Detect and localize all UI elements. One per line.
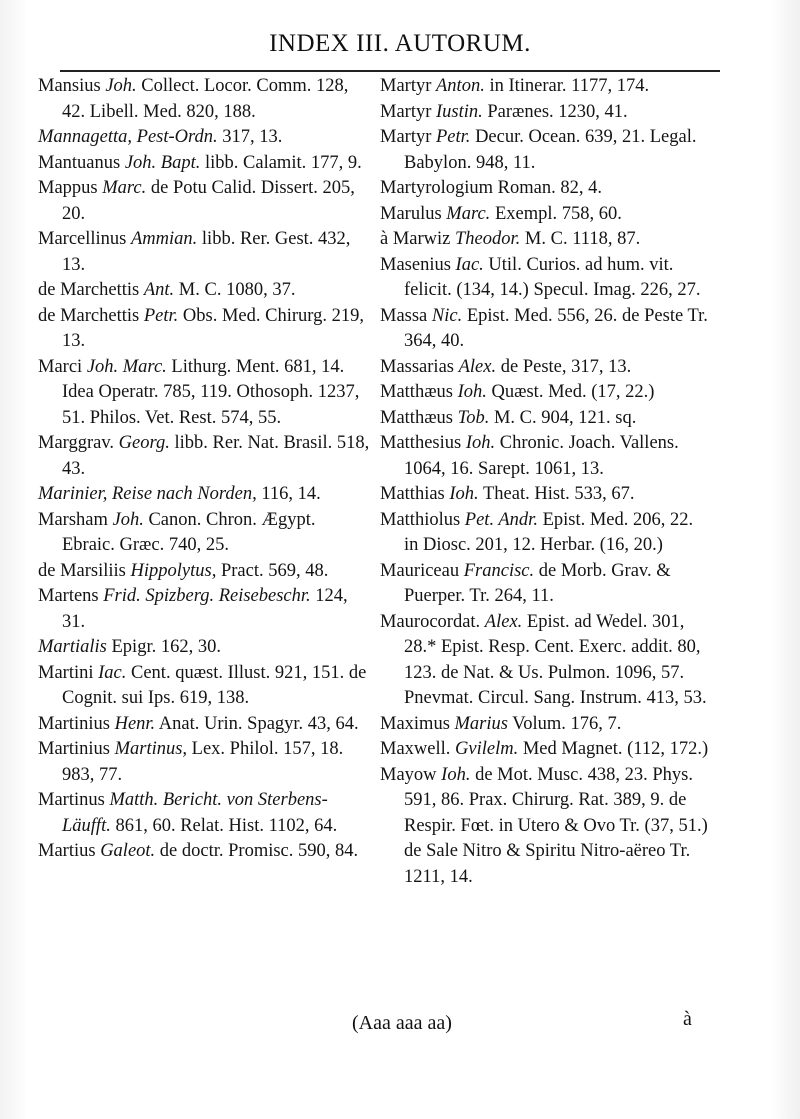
entry-references: Anat. Urin. Spagyr. 43, 64. — [158, 713, 359, 734]
author-forename: Gvilelm. — [455, 739, 519, 759]
author-forename: Marc. — [102, 178, 147, 198]
index-entry — [380, 253, 710, 304]
index-entry — [38, 788, 370, 839]
entry-references: Obs. Med. Chirurg. 219, 13. — [62, 305, 364, 351]
signature-mark: (Aaa aaa aa) — [352, 1012, 452, 1034]
index-entry — [38, 176, 370, 227]
index-entry — [380, 176, 710, 202]
index-entry — [380, 482, 710, 508]
author-name: Maurocordat. — [380, 611, 481, 632]
index-entry — [380, 202, 710, 228]
index-entry — [38, 584, 370, 635]
author-name: Martius — [38, 841, 96, 861]
author-forename: Francisc. — [463, 560, 535, 581]
page-title: INDEX III. AUTORUM. — [269, 30, 531, 57]
author-name: Marcellinus — [38, 229, 127, 249]
author-forename: Tob. — [457, 407, 490, 428]
entry-references: 82, 4. — [560, 178, 602, 198]
index-entry — [38, 74, 370, 125]
author-name: Martyrologium Roman. — [380, 178, 556, 198]
author-forename: Galeot. — [100, 841, 156, 861]
author-forename: Henr. — [114, 713, 156, 734]
entry-references: Util. Curios. ad hum. vit. felicit. (134, 14.) Specul. Imag. 226, 27. — [404, 254, 701, 300]
entry-references: M. C. 1118, 87. — [524, 229, 641, 249]
index-entry — [38, 304, 370, 355]
author-name: de Marchettis — [38, 305, 140, 326]
author-name: Maxwell. — [380, 739, 451, 759]
entry-references: in Itinerar. 1177, 174. — [489, 76, 650, 96]
index-entry — [38, 559, 370, 585]
author-name: Masenius — [380, 254, 451, 275]
index-entry — [38, 482, 370, 508]
entry-references: Epist. Med. 206, 22. in Diosc. 201, 12. Herbar. (16, 20.) — [404, 509, 694, 555]
index-entry — [38, 125, 370, 151]
author-name: Martinius — [38, 713, 110, 734]
index-entry — [380, 431, 710, 482]
author-forename: Marinier, Reise nach Norden, — [38, 484, 257, 504]
index-entry — [380, 712, 710, 738]
author-forename: Marius — [454, 713, 508, 734]
entry-references: 317, 13. — [222, 127, 283, 147]
entry-references: libb. Calamit. 177, 9. — [205, 152, 362, 173]
header-rule — [60, 70, 720, 72]
author-forename: Pet. Andr. — [464, 509, 538, 530]
entry-references: Chronic. Joach. Vallens. 1064, 16. Sarept. 1061, 13. — [404, 433, 679, 479]
author-forename: Joh. Bapt. — [124, 152, 201, 173]
index-entry — [38, 278, 370, 304]
author-name: Massa — [380, 305, 428, 326]
author-forename: Martialis — [38, 637, 107, 657]
author-name: Mappus — [38, 178, 98, 198]
entry-references: M. C. 904, 121. sq. — [493, 407, 637, 428]
author-forename: Iac. — [98, 662, 127, 683]
author-forename: Joh. — [112, 509, 144, 530]
author-name: Mauriceau — [380, 560, 460, 581]
author-forename: Marc. — [446, 203, 491, 224]
entry-references: Epist. ad Wedel. 301, 28.* Epist. Resp. Cent. Exerc. addit. 80, 123. de Nat. & Us. Pulmon. 1096, 57. Pnevmat. Circul. Sang. Instrum. 413, 53. — [404, 611, 707, 708]
index-entry — [380, 610, 710, 712]
index-entry — [380, 763, 710, 891]
author-name: Martyr — [380, 101, 432, 122]
entry-references: Cent. quæst. Illust. 921, 151. de Cognit. sui Ips. 619, 138. — [62, 662, 367, 708]
author-forename: Ioh. — [449, 484, 479, 504]
index-entry — [380, 406, 710, 432]
left-column — [38, 74, 370, 865]
entry-references: Exempl. 758, 60. — [494, 203, 622, 224]
author-forename: Ant. — [143, 280, 175, 300]
index-entry — [380, 559, 710, 610]
author-forename: Petr. — [436, 127, 471, 147]
author-name: Matthæus — [380, 407, 453, 428]
author-forename: Matth. Bericht. von Sterbens-Läufft. — [62, 790, 328, 836]
index-entry — [38, 151, 370, 177]
author-name: Matthesius — [380, 433, 462, 453]
index-entry — [38, 839, 370, 865]
index-entry — [38, 712, 370, 738]
entry-references: Theat. Hist. 533, 67. — [482, 484, 635, 504]
entry-references: de Potu Calid. Dissert. 205, 20. — [62, 178, 355, 224]
author-forename: Hippolytus, — [130, 560, 217, 581]
author-forename: Theodor. — [455, 229, 521, 249]
entry-references: Lithurg. Ment. 681, 14. Idea Operatr. 785, 119. Othosoph. 1237, 51. Philos. Vet. Rest. 574, 55. — [62, 356, 360, 428]
entry-references: Epigr. 162, 30. — [111, 637, 221, 657]
entry-references: de Peste, 317, 13. — [500, 356, 632, 377]
catchword: à — [683, 1008, 692, 1030]
author-name: Mayow — [380, 764, 437, 785]
author-forename: Anton. — [436, 76, 485, 96]
index-entry — [380, 304, 710, 355]
author-name: Martini — [38, 662, 94, 683]
author-name: de Marchettis — [38, 280, 140, 300]
index-entry — [380, 737, 710, 763]
index-entry — [380, 227, 710, 253]
author-name: Martinius — [38, 739, 110, 759]
entry-references: de Morb. Grav. & Puerper. Tr. 264, 11. — [404, 560, 671, 606]
entry-references: Lex. Philol. 157, 18. 983, 77. — [62, 739, 344, 785]
author-forename: Georg. — [118, 433, 170, 453]
author-forename: Iac. — [455, 254, 484, 275]
author-forename: Martinus, — [114, 739, 188, 759]
author-forename: Alex. — [484, 611, 523, 632]
entry-references: Quæst. Med. (17, 22.) — [491, 382, 655, 402]
entry-references: M. C. 1080, 37. — [178, 280, 296, 300]
author-name: Martens — [38, 586, 99, 606]
author-name: Mansius — [38, 76, 101, 96]
entry-references: 124, 31. — [62, 586, 348, 632]
author-forename: Ammian. — [131, 229, 198, 249]
author-forename: Joh. — [105, 76, 137, 96]
index-entry — [380, 125, 710, 176]
author-name: Martyr — [380, 76, 432, 96]
entry-references: Pract. 569, 48. — [220, 560, 329, 581]
index-entry — [38, 635, 370, 661]
author-forename: Frid. Spizberg. Reisebeschr. — [103, 586, 311, 606]
author-forename: Alex. — [458, 356, 497, 377]
author-forename: Mannagetta, Pest-Ordn. — [38, 127, 218, 147]
author-name: Marggrav. — [38, 433, 115, 453]
entry-references: Med Magnet. (112, 172.) — [522, 739, 709, 759]
author-forename: Ioh. — [457, 382, 487, 402]
index-entry — [38, 508, 370, 559]
index-entry — [38, 737, 370, 788]
index-entry — [38, 431, 370, 482]
entry-references: Parænes. 1230, 41. — [487, 101, 628, 122]
right-column — [380, 74, 710, 890]
index-entry — [38, 661, 370, 712]
entry-references: Collect. Locor. Comm. 128, 42. Libell. Med. 820, 188. — [62, 76, 349, 122]
index-entry — [38, 355, 370, 432]
author-forename: Ioh. — [441, 764, 471, 785]
author-name: à Marwiz — [380, 229, 451, 249]
author-name: Marulus — [380, 203, 442, 224]
index-entry — [38, 227, 370, 278]
author-forename: Petr. — [143, 305, 179, 326]
index-entry — [380, 380, 710, 406]
entry-references: de doctr. Promisc. 590, 84. — [159, 841, 359, 861]
index-entry — [380, 355, 710, 381]
entry-references: 116, 14. — [261, 484, 321, 504]
author-forename: Iustin. — [436, 101, 483, 122]
author-name: Mantuanus — [38, 152, 121, 173]
author-name: Matthæus — [380, 382, 453, 402]
author-forename: Ioh. — [465, 433, 496, 453]
entry-references: Epist. Med. 556, 26. de Peste Tr. 364, 40. — [404, 305, 708, 351]
entry-references: Decur. Ocean. 639, 21. Legal. Babylon. 948, 11. — [404, 127, 697, 173]
author-name: Martinus — [38, 790, 105, 810]
entry-references: 861, 60. Relat. Hist. 1102, 64. — [115, 815, 338, 836]
author-name: de Marsiliis — [38, 560, 126, 581]
index-entry — [380, 100, 710, 126]
entry-references: libb. Rer. Gest. 432, 13. — [62, 229, 351, 275]
author-name: Maximus — [380, 713, 450, 734]
entry-references: Volum. 176, 7. — [512, 713, 622, 734]
entry-references: Canon. Chron. Ægypt. Ebraic. Græc. 740, 25. — [62, 509, 316, 555]
author-name: Marsham — [38, 509, 108, 530]
author-forename: Joh. Marc. — [86, 356, 167, 377]
author-forename: Nic. — [431, 305, 463, 326]
author-name: Massarias — [380, 356, 454, 377]
author-name: Matthias — [380, 484, 445, 504]
author-name: Matthiolus — [380, 509, 461, 530]
index-entry — [380, 74, 710, 100]
author-name: Martyr — [380, 127, 432, 147]
author-name: Marci — [38, 356, 83, 377]
index-entry — [380, 508, 710, 559]
entry-references: libb. Rer. Nat. Brasil. 518, 43. — [62, 433, 370, 479]
entry-references: de Mot. Musc. 438, 23. Phys. 591, 86. Prax. Chirurg. Rat. 389, 9. de Respir. Fœt. in Utero & Ovo Tr. (37, 51.) de Sale Nitro & Spiritu Nitro-aëreo Tr. 1211, 14. — [404, 764, 708, 887]
